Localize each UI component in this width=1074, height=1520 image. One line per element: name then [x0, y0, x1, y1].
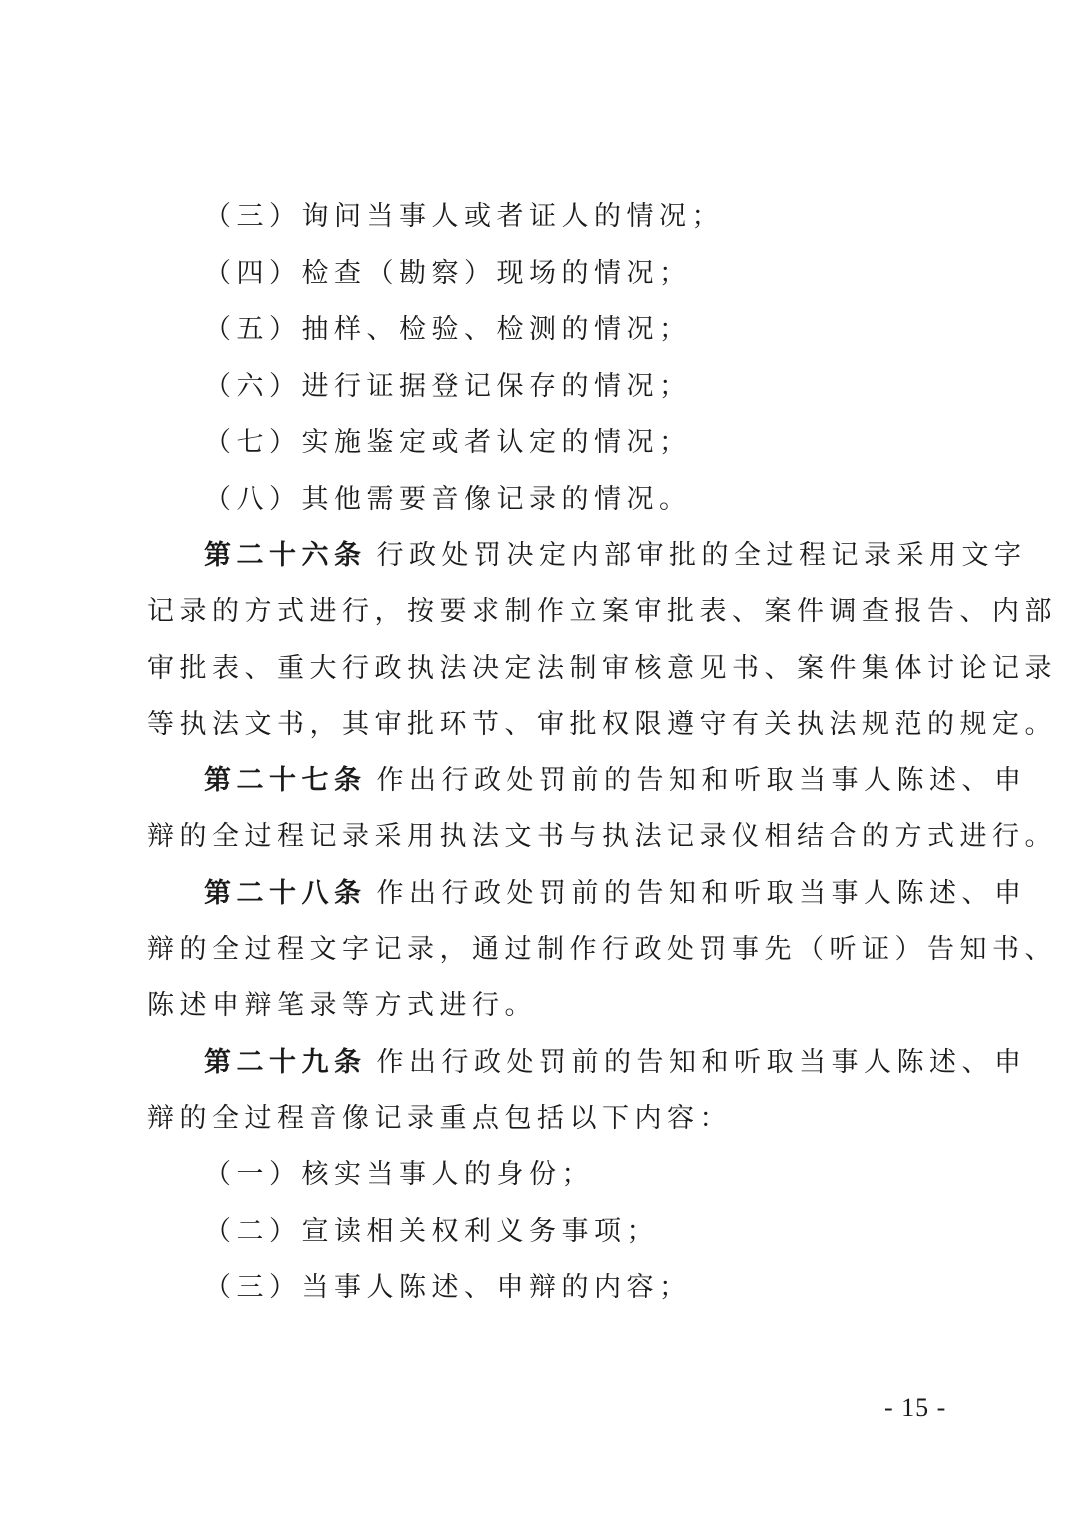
article-26-heading: 第二十六条 — [204, 540, 367, 571]
article-26-first-line — [204, 542, 1027, 569]
list-item: （二）宣读相关权利义务事项； — [204, 1216, 659, 1247]
article-28-first-line — [204, 880, 1027, 907]
list-item: （八）其他需要音像记录的情况。 — [204, 484, 692, 515]
article-28-line: 陈述申辩笔录等方式进行。 — [147, 990, 537, 1021]
article-26-text: 行政处罚决定内部审批的全过程记录采用文字 — [376, 540, 1027, 571]
article-29-text: 作出行政处罚前的告知和听取当事人陈述、申 — [376, 1047, 1027, 1078]
article-26-line: 审批表、重大行政执法决定法制审核意见书、案件集体讨论记录 — [147, 653, 1057, 684]
list-item: （六）进行证据登记保存的情况； — [204, 371, 692, 402]
article-28-line: 辩的全过程文字记录，通过制作行政处罚事先（听证）告知书、 — [147, 934, 1057, 965]
page-number: - 15 - — [884, 1393, 947, 1422]
article-29-line: 辩的全过程音像记录重点包括以下内容： — [147, 1103, 732, 1134]
list-item: （三）询问当事人或者证人的情况； — [204, 201, 724, 232]
article-27-line: 辩的全过程记录采用执法文书与执法记录仪相结合的方式进行。 — [147, 821, 1057, 852]
list-item: （五）抽样、检验、检测的情况； — [204, 314, 692, 345]
article-27-text: 作出行政处罚前的告知和听取当事人陈述、申 — [376, 765, 1027, 796]
article-26-line: 等执法文书，其审批环节、审批权限遵守有关执法规范的规定。 — [147, 709, 1057, 740]
article-27-first-line — [204, 767, 1027, 794]
article-28-heading: 第二十八条 — [204, 878, 367, 909]
article-29-heading: 第二十九条 — [204, 1047, 367, 1078]
list-item: （四）检查（勘察）现场的情况； — [204, 258, 692, 289]
article-28-text: 作出行政处罚前的告知和听取当事人陈述、申 — [376, 878, 1027, 909]
list-item: （一）核实当事人的身份； — [204, 1159, 594, 1190]
article-26-line: 记录的方式进行，按要求制作立案审批表、案件调查报告、内部 — [147, 596, 1057, 627]
article-27-heading: 第二十七条 — [204, 765, 367, 796]
list-item: （三）当事人陈述、申辩的内容； — [204, 1272, 692, 1303]
list-item: （七）实施鉴定或者认定的情况； — [204, 427, 692, 458]
article-29-first-line — [204, 1049, 1027, 1076]
